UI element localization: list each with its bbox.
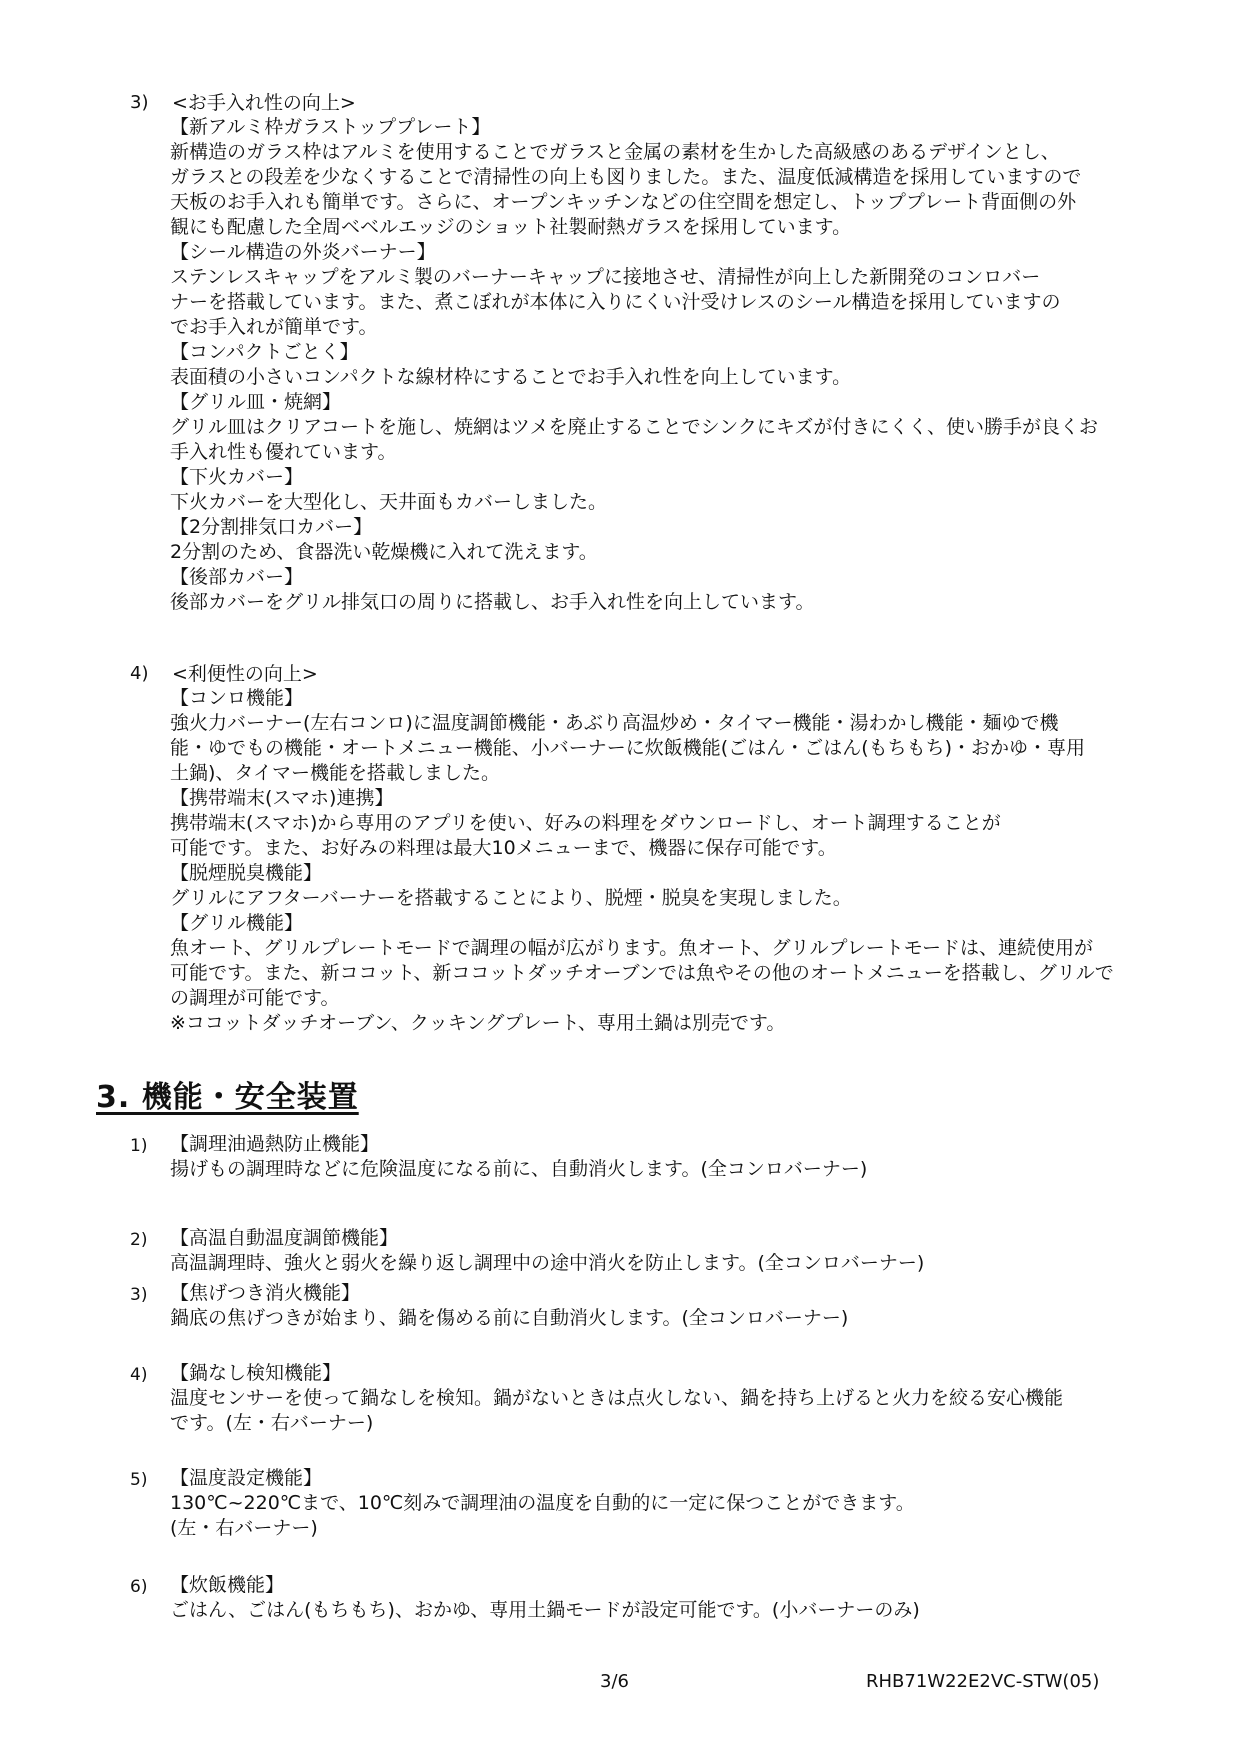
subheading: 【下火カバー】 [170, 466, 304, 488]
item-description: 鍋底の焦げつきが始まり、鍋を傷める前に自動消火します。(全コンロバーナー) [170, 1307, 849, 1329]
body-text-line: 携帯端末(スマホ)から専用のアプリを使い、好みの料理をダウンロードし、オート調理することが [170, 812, 1001, 834]
body-text-line: 可能です。また、新ココット、新ココットダッチオーブンでは魚やその他のオートメニューを搭載し、グリルで [170, 962, 1114, 984]
subheading: 【新アルミ枠ガラストッププレート】 [170, 116, 491, 138]
body-text-line: 可能です。また、お好みの料理は最大10メニューまで、機器に保存可能です。 [170, 837, 837, 859]
item-description: 高温調理時、強火と弱火を繰り返し調理中の途中消火を防止します。(全コンロバーナー) [170, 1252, 925, 1274]
item-number: 3) [130, 1285, 148, 1305]
item-description: 温度センサーを使って鍋なしを検知。鍋がないときは点火しない、鍋を持ち上げると火力を絞る安心機能 [170, 1387, 1064, 1409]
subheading: 【グリル皿・焼網】 [170, 391, 342, 413]
body-text-line: 表面積の小さいコンパクトな線材枠にすることでお手入れ性を向上しています。 [170, 366, 852, 388]
body-text-line: ※ココットダッチオーブン、クッキングプレート、専用土鍋は別売です。 [170, 1012, 786, 1034]
body-text-line: 能・ゆでもの機能・オートメニュー機能、小バーナーに炊飯機能(ごはん・ごはん(もちもち)・おかゆ・専用 [170, 737, 1086, 759]
subheading: 【グリル機能】 [170, 912, 304, 934]
body-text-line: ステンレスキャップをアルミ製のバーナーキャップに接地させ、清掃性が向上した新開発のコンロバー [170, 266, 1041, 288]
subheading: 【脱煙脱臭機能】 [170, 862, 323, 884]
item-title: 【調理油過熱防止機能】 [170, 1133, 380, 1155]
body-text-line: 手入れ性も優れています。 [170, 441, 397, 463]
section-number: 3) [130, 92, 149, 113]
body-text-line: ガラスとの段差を少なくすることで清掃性の向上も図りました。また、温度低減構造を採用していますので [170, 166, 1082, 188]
item-description: 揚げもの調理時などに危険温度になる前に、自動消火します。(全コンロバーナー) [170, 1158, 868, 1180]
body-text-line: 強火力バーナー(左右コンロ)に温度調節機能・あぶり高温炒め・タイマー機能・湯わかし機能・麺ゆで機 [170, 712, 1059, 734]
body-text-line: グリル皿はクリアコートを施し、焼網はツメを廃止することでシンクにキズが付きにくく、使い勝手が良くお [170, 416, 1099, 438]
item-number: 2) [130, 1230, 148, 1250]
body-text-line: 新構造のガラス枠はアルミを使用することでガラスと金属の素材を生かした高級感のあるデザインとし、 [170, 141, 1060, 163]
body-text-line: ナーを搭載しています。また、煮こぼれが本体に入りにくい汁受けレスのシール構造を採用していますの [170, 291, 1061, 313]
item-description: 130℃~220℃まで、10℃刻みで調理油の温度を自動的に一定に保つことができます。 [170, 1492, 915, 1514]
item-number: 5) [130, 1470, 148, 1490]
document-code: RHB71W22E2VC-STW(05) [866, 1671, 1100, 1692]
body-text-line: 土鍋)、タイマー機能を搭載しました。 [170, 762, 501, 784]
body-text-line: 天板のお手入れも簡単です。さらに、オープンキッチンなどの住空間を想定し、トッププレート背面側の外 [170, 191, 1077, 213]
item-number: 1) [130, 1136, 148, 1156]
subheading: 【2分割排気口カバー】 [170, 516, 373, 538]
item-title: 【温度設定機能】 [170, 1467, 323, 1489]
section-number: 4) [130, 663, 149, 684]
body-text-line: 2分割のため、食器洗い乾燥機に入れて洗えます。 [170, 541, 598, 563]
section-heading: <お手入れ性の向上> [172, 92, 356, 114]
body-text-line: でお手入れが簡単です。 [170, 316, 378, 338]
item-description: ごはん、ごはん(もちもち)、おかゆ、専用土鍋モードが設定可能です。(小バーナーのみ) [170, 1599, 920, 1621]
chapter-heading: 3. 機能・安全装置 [96, 1080, 359, 1115]
item-title: 【焦げつき消火機能】 [170, 1282, 361, 1304]
body-text-line: 後部カバーをグリル排気口の周りに搭載し、お手入れ性を向上しています。 [170, 591, 815, 613]
item-number: 4) [130, 1365, 148, 1385]
section-3-body [170, 115, 1180, 615]
body-text-line: グリルにアフターバーナーを搭載することにより、脱煙・脱臭を実現しました。 [170, 887, 852, 909]
subheading: 【シール構造の外炎バーナー】 [170, 241, 436, 263]
body-text-line: の調理が可能です。 [170, 987, 340, 1009]
page-number: 3/6 [600, 1671, 629, 1692]
subheading: 【携帯端末(スマホ)連携】 [170, 787, 394, 809]
body-text-line: 下火カバーを大型化し、天井面もカバーしました。 [170, 491, 608, 513]
item-number: 6) [130, 1577, 148, 1597]
item-description: (左・右バーナー) [170, 1517, 318, 1539]
item-description: です。(左・右バーナー) [170, 1412, 374, 1434]
subheading: 【コンパクトごとく】 [170, 341, 359, 363]
body-text-line: 観にも配慮した全周ベベルエッジのショット社製耐熱ガラスを採用しています。 [170, 216, 852, 238]
subheading: 【コンロ機能】 [170, 687, 304, 709]
item-title: 【鍋なし検知機能】 [170, 1362, 342, 1384]
section-heading: <利便性の向上> [172, 663, 318, 685]
subheading: 【後部カバー】 [170, 566, 304, 588]
body-text-line: 魚オート、グリルプレートモードで調理の幅が広がります。魚オート、グリルプレートモードは、連続使用が [170, 937, 1094, 959]
section-4-body [170, 686, 1180, 1036]
item-title: 【高温自動温度調節機能】 [170, 1227, 399, 1249]
item-title: 【炊飯機能】 [170, 1574, 285, 1596]
